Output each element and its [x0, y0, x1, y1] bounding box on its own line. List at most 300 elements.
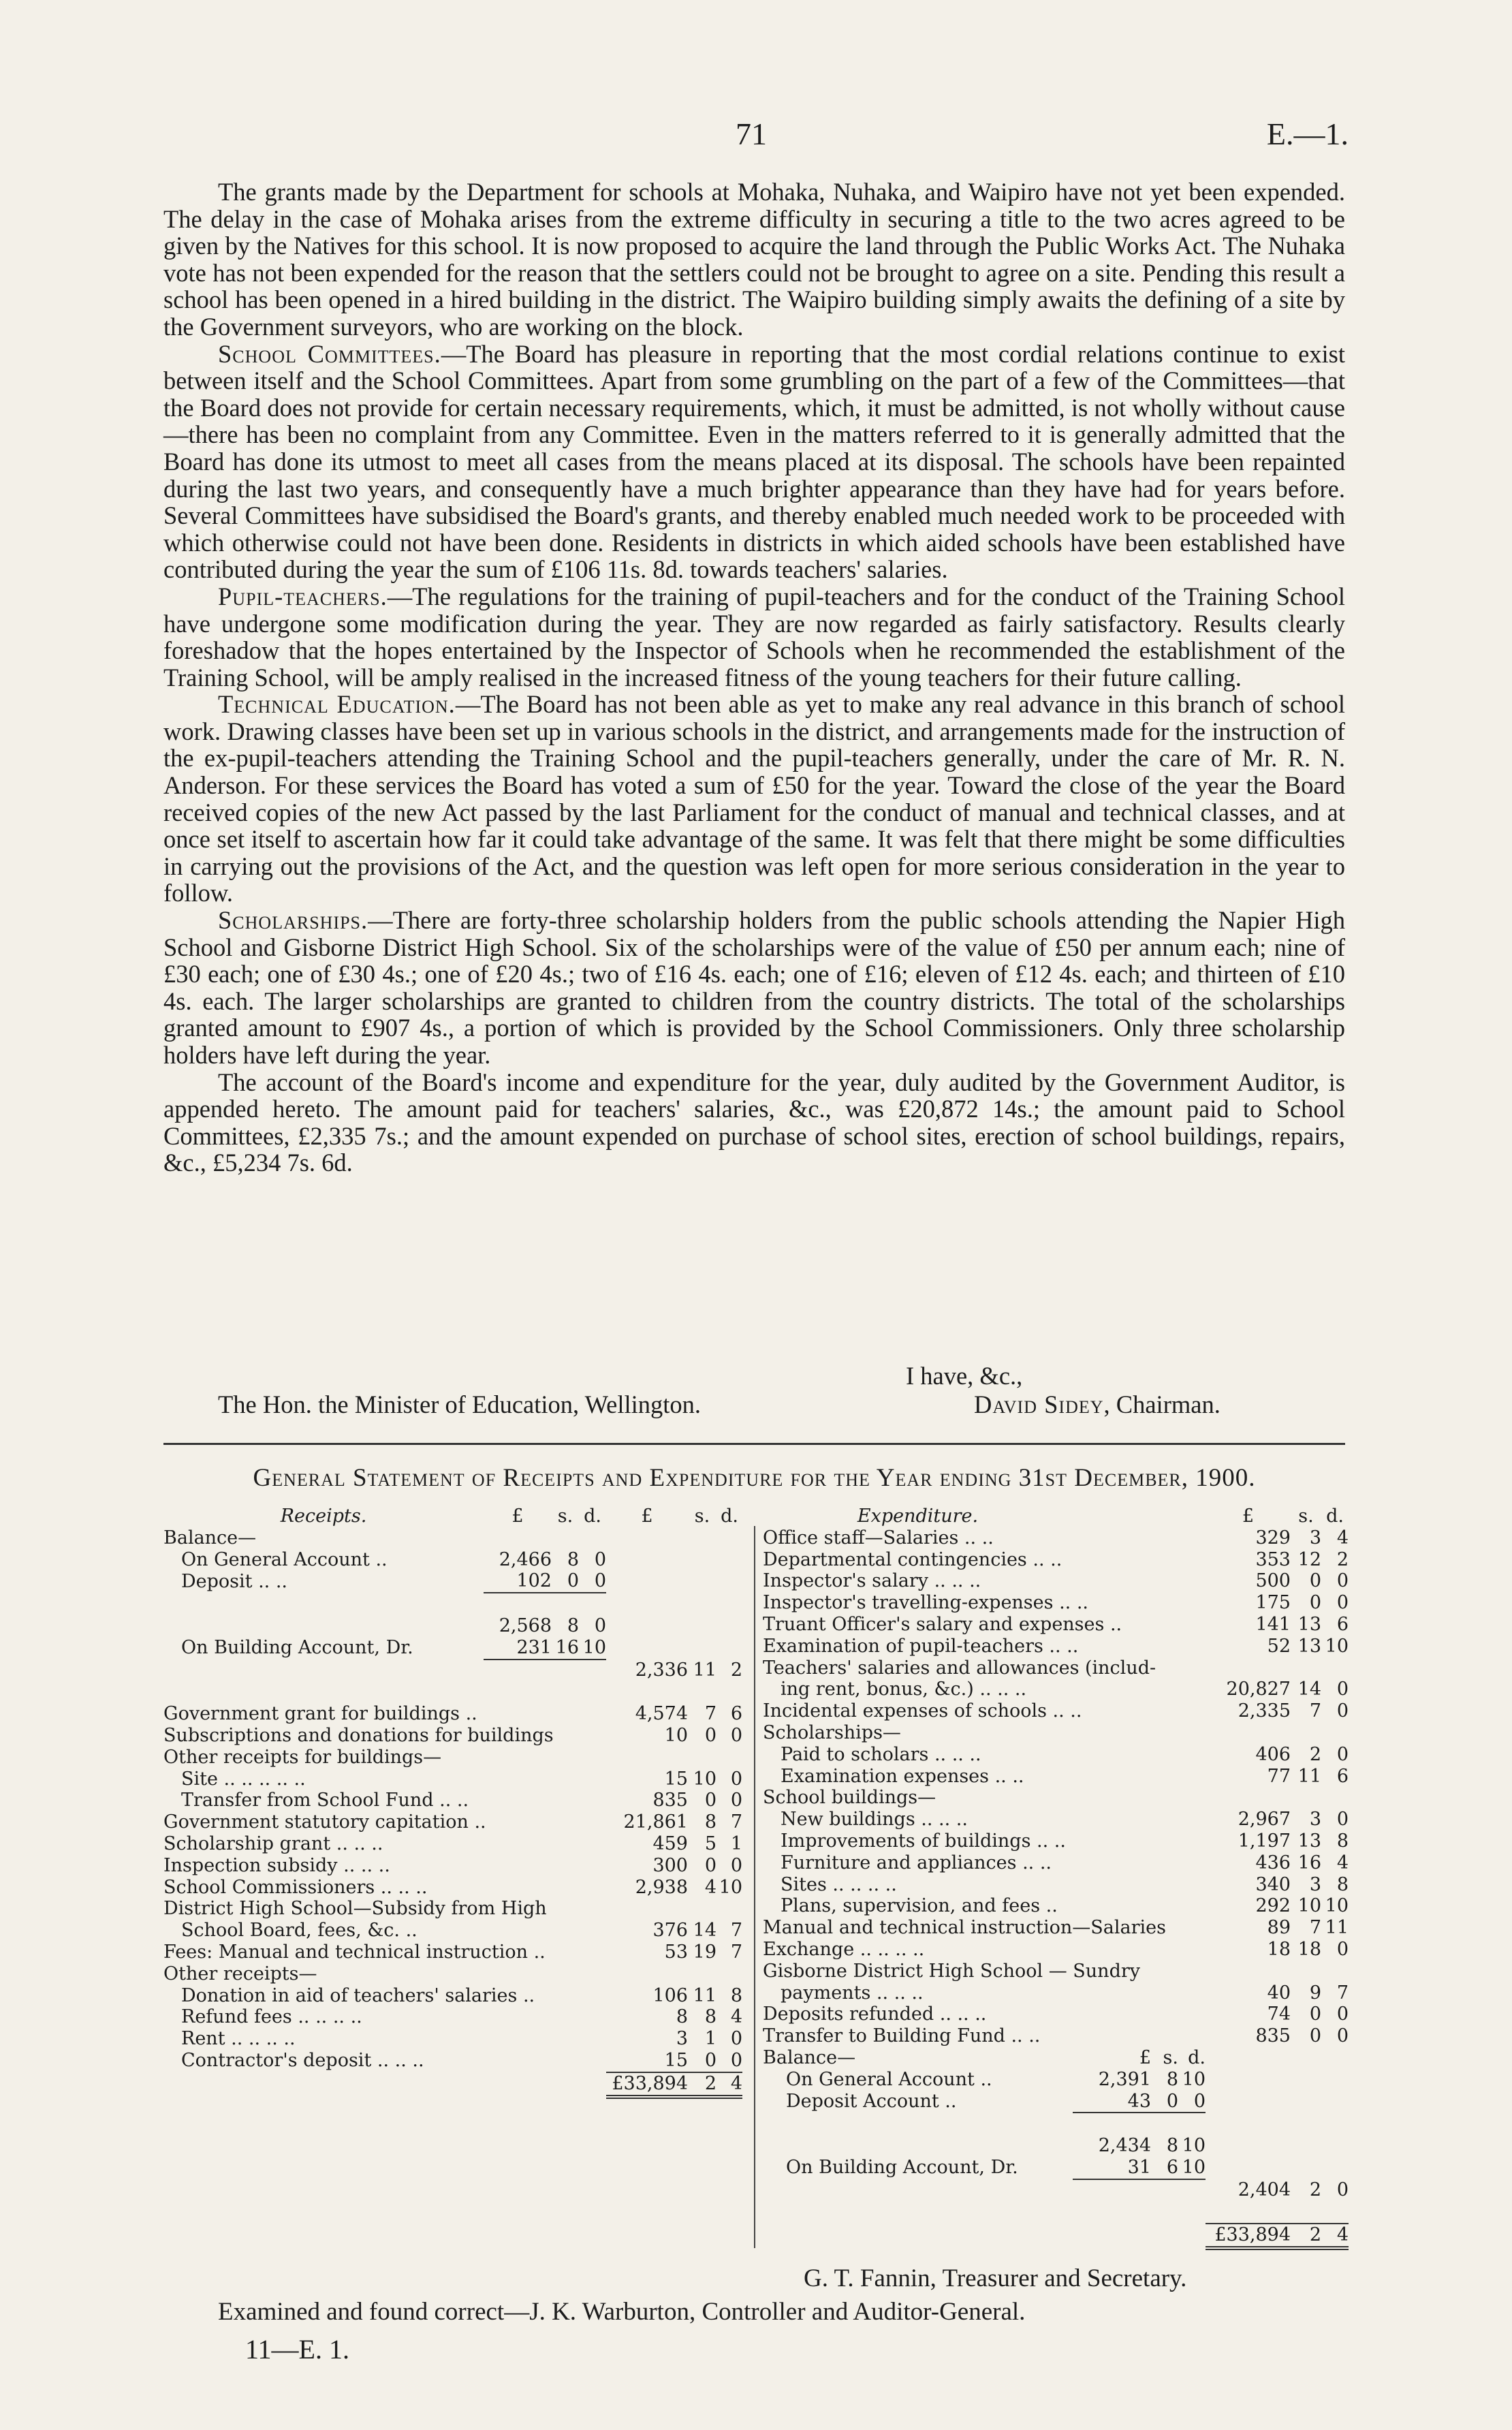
ledger-amount-cell: 0: [1309, 1570, 1321, 1592]
ledger-subtotal-cell: 0: [1151, 2091, 1178, 2113]
ledger-subtotal-cell: [1178, 1657, 1206, 1679]
ledger-subtotal-cell: [1178, 1636, 1206, 1657]
ledger-subtotal-cell: [484, 1877, 552, 1899]
ledger-label: Teachers' salaries and allowances (includ-: [763, 1657, 1156, 1679]
ledger-total-cell: 2: [1291, 2224, 1321, 2248]
ledger-amount-cell: 300: [652, 1854, 688, 1876]
ledger-amount-cell: 74: [1267, 2004, 1291, 2025]
ledger-amount-cell: [716, 1963, 742, 1985]
ledger-row: [763, 1809, 1349, 1831]
ledger-label: On Building Account, Dr.: [181, 1637, 413, 1659]
ledger-amount-cell: [1291, 2202, 1321, 2224]
ledger-amount-cell: [606, 1593, 688, 1615]
ledger-amount-cell: [1206, 2202, 1291, 2224]
ledger-row: [163, 2050, 742, 2072]
ledger-amount-cell: 2: [1309, 1743, 1321, 1765]
ledger-subtotal-cell: [1073, 1527, 1151, 1549]
ledger-amount-cell: [688, 1898, 716, 1920]
ledger-amount-cell: 10: [1297, 1895, 1321, 1917]
ledger-subtotal-cell: [1073, 1744, 1151, 1766]
ledger-row: [763, 1895, 1349, 1917]
ledger-amount-cell: 0: [730, 2049, 742, 2071]
ledger-subtotal-cell: [1073, 2202, 1151, 2224]
ledger-total-row: [763, 2224, 1349, 2248]
ledger-subtotal-cell: [552, 1985, 579, 2007]
ledger-amount-cell: 4: [704, 1876, 716, 1898]
report-paragraph: [163, 178, 1345, 341]
ledger-label: Refund fees .. .. .. ..: [181, 2006, 362, 2028]
expenditure-header-row: [763, 1506, 1349, 1527]
ledger-amount-cell: 0: [704, 1854, 716, 1876]
ledger-label: Transfer to Building Fund .. ..: [763, 2025, 1041, 2047]
ledger-row: [763, 2113, 1349, 2135]
ledger-subtotal-cell: [1178, 1592, 1206, 1614]
ledger-subtotal-cell: 10: [579, 1637, 606, 1660]
ledger-subtotal-cell: [1073, 1809, 1151, 1831]
ledger-amount-cell: 89: [1267, 1917, 1291, 1939]
ledger-subtotal-cell: [1151, 1722, 1178, 1744]
ledger-subtotal-cell: [1151, 1549, 1178, 1571]
ledger-row: [163, 1963, 742, 1985]
pence-unit: d.: [721, 1506, 738, 1527]
document-id: E.—1.: [1266, 116, 1349, 151]
ledger-subtotal-cell: [552, 1769, 579, 1790]
ledger-label: payments .. .. ..: [781, 1982, 924, 2004]
ledger-subtotal-cell: [552, 1942, 579, 1963]
ledger-amount-cell: 0: [1336, 1570, 1349, 1592]
ledger-amount-cell: [716, 1637, 742, 1660]
ledger-row: [163, 1681, 742, 1703]
ledger-subtotal-cell: 31: [1073, 2157, 1151, 2179]
ledger-subtotal-cell: [579, 2028, 606, 2050]
ledger-amount-cell: 10: [664, 1724, 688, 1746]
ledger-row: [763, 2069, 1349, 2091]
ledger-row: [763, 1852, 1349, 1874]
ledger-subtotal-cell: [1073, 1831, 1151, 1852]
ledger-amount-cell: 11: [1297, 1765, 1321, 1787]
ledger-amount-cell: [716, 1570, 742, 1593]
ledger-subtotal-cell: [552, 1725, 579, 1747]
expenditure-ledger: [763, 1506, 1349, 2250]
ledger-row: [763, 1657, 1349, 1679]
ledger-subtotal-cell: [1151, 1809, 1178, 1831]
treasurer-signature: G. T. Fannin, Treasurer and Secretary.: [804, 2264, 1187, 2292]
ledger-amount-cell: [1206, 2047, 1291, 2069]
ledger-subtotal-cell: 10: [1182, 2068, 1206, 2090]
ledger-subtotal-cell: 102: [484, 1570, 552, 1593]
footer-code: 11—E. 1.: [245, 2334, 349, 2365]
ledger-subtotal-cell: [1178, 2202, 1206, 2224]
ledger-subtotal-cell: [579, 1898, 606, 1920]
ledger-subtotal-cell: [1178, 1614, 1206, 1636]
ledger-amount-cell: [1291, 2113, 1321, 2135]
ledger-amount-cell: [716, 1527, 742, 1549]
ledger-amount-cell: [1321, 2091, 1349, 2113]
ledger-total-cell: 4: [1321, 2224, 1349, 2248]
ledger-subtotal-cell: [1178, 1744, 1206, 1766]
ledger-amount-cell: 20,827: [1226, 1679, 1291, 1700]
ledger-row: [163, 1985, 742, 2007]
ledger-amount-cell: [606, 1963, 688, 1985]
ledger-amount-cell: [688, 1681, 716, 1703]
ledger-amount-cell: 8: [676, 2006, 688, 2028]
ledger-subtotal-cell: [579, 1963, 606, 1985]
ledger-row: [763, 1961, 1349, 1982]
ledger-label: New buildings .. .. ..: [781, 1809, 968, 1831]
ledger-subtotal-cell: [579, 1660, 606, 1682]
ledger-subtotal-cell: [484, 2050, 552, 2072]
shillings-unit: s.: [557, 1506, 573, 1527]
ledger-subtotal-cell: [1178, 1809, 1206, 1831]
ledger-amount-cell: 8: [730, 1984, 742, 2006]
ledger-row: [763, 2157, 1349, 2179]
ledger-subtotal-cell: [552, 2006, 579, 2028]
ledger-amount-cell: 835: [652, 1790, 688, 1811]
ledger-total-cell: 4: [716, 2072, 742, 2097]
ledger-label: Incidental expenses of schools .. ..: [763, 1700, 1082, 1722]
ledger-amount-cell: 0: [1336, 1743, 1349, 1765]
ledger-amount-cell: [688, 1963, 716, 1985]
ledger-subtotal-cell: [1151, 1961, 1178, 1982]
ledger-amount-cell: [1206, 1787, 1291, 1809]
ledger-row: [763, 1679, 1349, 1700]
ledger-label: School Commissioners .. .. ..: [163, 1876, 428, 1898]
ledger-subtotal-cell: [484, 1593, 552, 1615]
ledger-amount-cell: [1321, 2135, 1349, 2157]
ledger-amount-cell: [606, 1570, 688, 1593]
ledger-amount-cell: [606, 1527, 688, 1549]
ledger-amount-cell: 2,335: [1238, 1700, 1291, 1722]
shillings-unit: s.: [694, 1506, 710, 1527]
ledger-amount-cell: 292: [1255, 1895, 1291, 1917]
ledger-row: [763, 1527, 1349, 1549]
ledger-amount-cell: [1206, 2135, 1291, 2157]
ledger-row: [763, 1592, 1349, 1614]
ledger-amount-cell: [688, 1549, 716, 1571]
ledger-subtotal-cell: 43: [1073, 2091, 1151, 2113]
ledger-amount-cell: 6: [1336, 1613, 1349, 1635]
ledger-amount-cell: [1291, 2069, 1321, 2091]
ledger-subtotal-cell: [579, 1985, 606, 2007]
ledger-row: [163, 1725, 742, 1747]
paragraph-heading: School Committees.: [218, 339, 441, 368]
ledger-amount-cell: 0: [730, 1724, 742, 1746]
ledger-amount-cell: 4,574: [635, 1703, 688, 1725]
ledger-amount-cell: [716, 1615, 742, 1637]
ledger-amount-cell: 14: [1297, 1679, 1321, 1700]
ledger-subtotal-cell: [484, 1790, 552, 1811]
ledger-subtotal-cell: [1151, 2113, 1178, 2135]
receipts-heading: Receipts.: [280, 1506, 367, 1527]
ledger-amount-cell: [1291, 1657, 1321, 1679]
ledger-subtotal-cell: [1151, 1614, 1178, 1636]
ledger-subtotal-cell: [1073, 1570, 1151, 1592]
ledger-subtotal-cell: [579, 1725, 606, 1747]
receipts-header-row: [163, 1506, 742, 1527]
section-divider: [163, 1443, 1345, 1445]
ledger-row: [163, 1593, 742, 1615]
signatory-title: , Chairman.: [1103, 1390, 1220, 1418]
ledger-label: [763, 2202, 1073, 2224]
ledger-amount-cell: 1: [730, 1833, 742, 1854]
ledger-label: [163, 1593, 484, 1615]
ledger-label: [763, 2113, 1073, 2135]
ledger-subtotal-cell: [552, 1527, 579, 1549]
ledger-label: Government grant for buildings ..: [163, 1703, 477, 1725]
ledger-amount-cell: [606, 1549, 688, 1571]
ledger-subtotal-cell: [552, 1963, 579, 1985]
ledger-amount-cell: [1291, 2091, 1321, 2113]
ledger-subtotal-cell: [1073, 2025, 1151, 2047]
ledger-row: [763, 2025, 1349, 2047]
report-paragraph: [163, 583, 1345, 691]
ledger-subtotal-cell: [484, 1855, 552, 1877]
paragraph-text: —The Board has pleasure in reporting that the most cordial relations continue to exist between itself and the School Committees. Apart from some grumbling on the part of a few of the Committees—that the Board does not provide for certain necessary requirements, which, it must be admitted, is not wholly without cause—there has been no complaint from any Committee. Even in the matters referred to it is generally admitted that the Board has done its utmost to meet all cases from the means placed at its disposal. The schools have been repainted during the last two years, and consequently have a much brighter appearance than they have had for years before. Several Committees have subsidised the Board's grants, and thereby enabled much needed work to be proceeded with which otherwise could not have been done. Residents in districts in which aided schools have been established have contributed during the year the sum of £106 11s. 8d. towards teachers' salaries.: [163, 339, 1346, 584]
ledger-label: Donation in aid of teachers' salaries ..: [181, 1984, 535, 2006]
ledger-subtotal-cell: [484, 1703, 552, 1725]
ledger-amount-cell: 406: [1255, 1743, 1291, 1765]
ledger-subtotal-cell: [1073, 1852, 1151, 1874]
report-body: [163, 178, 1345, 1177]
ledger-amount-cell: 11: [1325, 1917, 1349, 1939]
ledger-label: Sites .. .. .. ..: [781, 1873, 897, 1895]
ledger-subtotal-cell: 8: [1166, 2135, 1178, 2157]
ledger-amount-cell: 12: [1297, 1548, 1321, 1570]
ledger-subtotal-cell: [552, 1681, 579, 1703]
ledger-label: Site .. .. .. .. ..: [181, 1768, 306, 1790]
ledger-row: [163, 2006, 742, 2028]
ledger-subtotal-cell: [1178, 2179, 1206, 2202]
ledger-subtotal-cell: [1073, 1766, 1151, 1788]
pounds-unit: £: [1242, 1506, 1255, 1527]
ledger-amount-cell: 14: [693, 1920, 716, 1942]
ledger-subtotal-cell: [579, 1833, 606, 1855]
ledger-subtotal-cell: [1151, 1636, 1178, 1657]
ledger-total-cell: £33,894: [1206, 2224, 1291, 2248]
ledger-amount-cell: 3: [1309, 1873, 1321, 1895]
ledger-amount-cell: 0: [730, 2028, 742, 2050]
ledger-label: Rent .. .. .. ..: [181, 2028, 296, 2050]
ledger-row: [763, 1700, 1349, 1722]
ledger-amount-cell: 16: [1297, 1852, 1321, 1873]
ledger-label: Deposit Account ..: [786, 2091, 957, 2113]
ledger-subtotal-cell: [1178, 1527, 1206, 1549]
ledger-label: Office staff—Salaries .. ..: [763, 1527, 994, 1548]
ledger-amount-cell: [1206, 2113, 1291, 2135]
ledger-amount-cell: 0: [1336, 1809, 1349, 1831]
ledger-amount-cell: 0: [704, 1724, 716, 1746]
ledger-amount-cell: 10: [693, 1768, 716, 1790]
ledger-subtotal-cell: [1151, 1874, 1178, 1896]
ledger-row: [763, 1787, 1349, 1809]
ledger-label: Plans, supervision, and fees ..: [781, 1895, 1058, 1917]
ledger-amount-cell: [716, 1593, 742, 1615]
ledger-amount-cell: 6: [730, 1703, 742, 1725]
ledger-subtotal-cell: [484, 1527, 552, 1549]
ledger-amount-cell: 2: [1336, 1548, 1349, 1570]
ledger-subtotal-cell: [1151, 1787, 1178, 1809]
ledger-amount-cell: [688, 1570, 716, 1593]
ledger-amount-cell: [1291, 2047, 1321, 2069]
ledger-amount-cell: 0: [1336, 1679, 1349, 1700]
ledger-label: Scholarship grant .. .. ..: [163, 1833, 383, 1854]
ledger-subtotal-cell: [1073, 1874, 1151, 1896]
ledger-amount-cell: [1321, 2157, 1349, 2179]
ledger-subtotal-cell: [1151, 2202, 1178, 2224]
ledger-subtotal-cell: [1073, 1722, 1151, 1744]
ledger-amount-cell: [1321, 2069, 1349, 2091]
ledger-label: District High School—Subsidy from High: [163, 1898, 547, 1920]
ledger-subtotal-cell: [1073, 1636, 1151, 1657]
ledger-subtotal-cell: 10: [1182, 2135, 1206, 2157]
ledger-subtotal-cell: [484, 1920, 552, 1942]
ledger-amount-cell: 13: [1297, 1635, 1321, 1657]
auditor-certification: Examined and found correct—J. K. Warburton, Controller and Auditor-General.: [218, 2298, 1026, 2326]
ledger-subtotal-cell: 231: [484, 1637, 552, 1660]
ledger-row: [163, 1703, 742, 1725]
ledger-label: On General Account ..: [786, 2068, 992, 2090]
ledger-amount-cell: 141: [1255, 1613, 1291, 1635]
signatory: [974, 1390, 1220, 1419]
ledger-amount-cell: 52: [1267, 1635, 1291, 1657]
ledger-subtotal-cell: 6: [1151, 2157, 1178, 2179]
ledger-amount-cell: 0: [704, 2049, 716, 2071]
ledger-label: Inspection subsidy .. .. ..: [163, 1854, 390, 1876]
ledger-amount-cell: 7: [730, 1941, 742, 1963]
ledger-subtotal-cell: [552, 1660, 579, 1682]
ledger-row: [163, 1660, 742, 1682]
ledger-amount-cell: [1291, 1961, 1321, 1982]
ledger-label: Improvements of buildings .. ..: [781, 1830, 1066, 1852]
ledger-amount-cell: 3: [676, 2028, 688, 2050]
statement-title: General Statement of Receipts and Expenditure for the Year ending 31st December, 1900.: [253, 1464, 1256, 1492]
ledger-subtotal-cell: [1073, 1549, 1151, 1571]
ledger-subtotal-cell: [1073, 2113, 1151, 2135]
signatory-name: David Sidey: [974, 1390, 1104, 1418]
ledger-subtotal-cell: [1178, 1787, 1206, 1809]
ledger-row: [163, 1898, 742, 1920]
ledger-subtotal-cell: [552, 1790, 579, 1811]
ledger-amount-cell: 7: [1309, 1700, 1321, 1722]
ledger-amount-cell: 376: [652, 1920, 688, 1942]
ledger-amount-cell: 175: [1255, 1592, 1291, 1614]
ledger-subtotal-cell: [552, 1877, 579, 1899]
ledger-amount-cell: 4: [1336, 1527, 1349, 1548]
ledger-subtotal-cell: [1178, 1722, 1206, 1744]
ledger-subtotal-cell: [579, 1790, 606, 1811]
ledger-subtotal-cell: [1178, 1961, 1206, 1982]
ledger-amount-cell: 10: [1325, 1895, 1349, 1917]
ledger-row: [763, 1831, 1349, 1852]
report-paragraph: [163, 907, 1345, 1069]
ledger-subtotal-cell: [1073, 1895, 1151, 1917]
ledger-label: Departmental contingencies .. ..: [763, 1548, 1062, 1570]
ledger-amount-cell: 0: [730, 1768, 742, 1790]
ledger-subtotal-cell: 10: [1178, 2157, 1206, 2179]
ledger-label: Truant Officer's salary and expenses ..: [763, 1613, 1122, 1635]
ledger-subtotal-cell: [1151, 1831, 1178, 1852]
ledger-subtotal-cell: [579, 1920, 606, 1942]
ledger-amount-cell: 77: [1267, 1765, 1291, 1787]
ledger-label: Inspector's salary .. .. ..: [763, 1570, 981, 1592]
ledger-subtotal-cell: [1151, 1527, 1178, 1549]
ledger-amount-cell: 1,197: [1238, 1830, 1291, 1852]
pounds-unit: £: [641, 1506, 653, 1527]
ledger-subtotal-cell: [1073, 1939, 1151, 1961]
pence-unit: d.: [584, 1506, 601, 1527]
ledger-row: [163, 1615, 742, 1637]
ledger-amount-cell: [606, 1681, 688, 1703]
ledger-subtotal-cell: 0: [1178, 2091, 1206, 2113]
ledger-label: School buildings—: [763, 1787, 936, 1809]
ledger-amount-cell: 11: [693, 1984, 716, 2006]
ledger-subtotal-cell: [552, 2028, 579, 2050]
ledger-amount-cell: 0: [1336, 1938, 1349, 1960]
ledger-label: [163, 1681, 484, 1703]
ledger-row: [163, 1877, 742, 1899]
ledger-amount-cell: [1206, 1961, 1291, 1982]
ledger-row: [163, 1637, 742, 1660]
ledger-label: Other receipts—: [163, 1963, 317, 1984]
page-number: 71: [736, 116, 767, 151]
closing-salutation: I have, &c.,: [906, 1362, 1023, 1390]
ledger-row: [763, 1636, 1349, 1657]
ledger-amount-cell: [1321, 2047, 1349, 2069]
ledger-amount-cell: 436: [1255, 1852, 1291, 1873]
ledger-amount-cell: 8: [1336, 1873, 1349, 1895]
ledger-amount-cell: 53: [664, 1941, 688, 1963]
ledger-label: Fees: Manual and technical instruction ..: [163, 1941, 546, 1963]
ledger-row: [163, 1920, 742, 1942]
ledger-label: Transfer from School Fund .. ..: [181, 1790, 469, 1811]
ledger-row: [163, 1769, 742, 1790]
ledger-subtotal-cell: [484, 1681, 552, 1703]
ledger-label: Deposit .. ..: [181, 1570, 288, 1592]
ledger-subtotal-cell: [552, 1593, 579, 1615]
ledger-label: Paid to scholars .. .. ..: [781, 1743, 981, 1765]
ledger-subtotal-cell: [1151, 2004, 1178, 2025]
ledger-subtotal-cell: [1178, 1917, 1206, 1939]
ledger-subtotal-cell: [1178, 1549, 1206, 1571]
ledger-amount-cell: [716, 1549, 742, 1571]
ledger-subtotal-cell: [1178, 2113, 1206, 2135]
ledger-label: Contractor's deposit .. .. ..: [181, 2050, 424, 2072]
ledger-subtotal-cell: 8: [567, 1548, 579, 1570]
ledger-label: Deposits refunded .. .. ..: [763, 2004, 987, 2025]
ledger-amount-cell: 0: [1336, 1700, 1349, 1722]
ledger-subtotal-cell: [1178, 1895, 1206, 1917]
paragraph-heading: Technical Education.: [218, 690, 456, 719]
ledger-amount-cell: 13: [1297, 1613, 1321, 1635]
ledger-label: Scholarships—: [763, 1722, 901, 1743]
ledger-subtotal-cell: [579, 1703, 606, 1725]
ledger-row: [763, 1766, 1349, 1788]
ledger-subtotal-cell: 16: [552, 1637, 579, 1660]
ledger-subtotal-cell: [1151, 1700, 1178, 1722]
ledger-subtotal-cell: [579, 2050, 606, 2072]
ledger-amount-cell: 3: [1309, 1809, 1321, 1831]
ledger-amount-cell: 7: [730, 1920, 742, 1942]
ledger-subtotal-cell: [579, 1527, 606, 1549]
ledger-subtotal-cell: [1151, 1592, 1178, 1614]
ledger-amount-cell: 1: [704, 2028, 716, 2050]
ledger-subtotal-cell: [579, 1769, 606, 1790]
ledger-amount-cell: 0: [1309, 2004, 1321, 2025]
ledger-row: [163, 1570, 742, 1593]
ledger-subtotal-cell: [552, 1855, 579, 1877]
expenditure-heading: Expenditure.: [857, 1506, 979, 1527]
ledger-subtotal-cell: [1073, 1679, 1151, 1700]
